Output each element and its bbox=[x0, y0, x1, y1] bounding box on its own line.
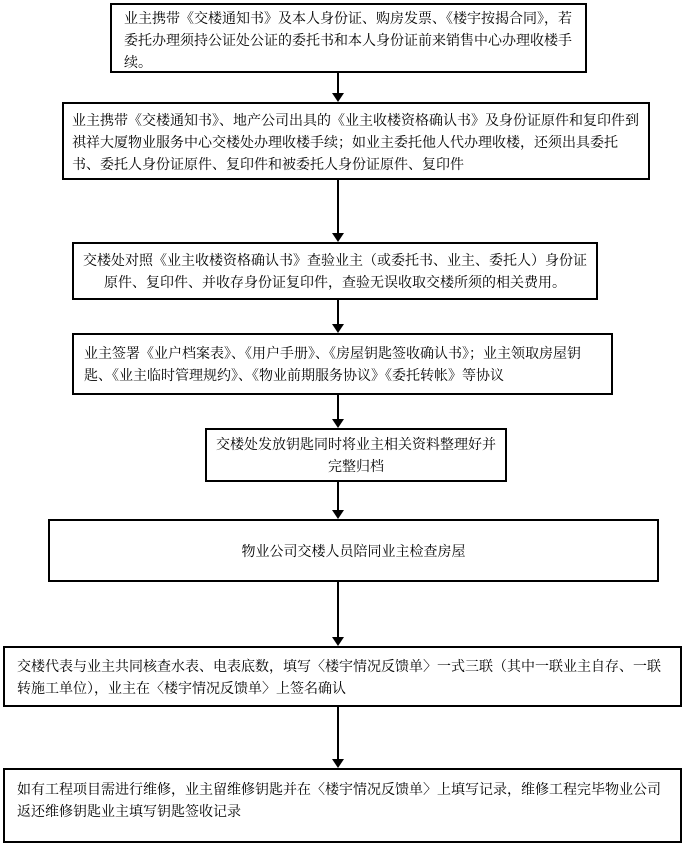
arrow-head-icon bbox=[332, 759, 344, 768]
arrow-line bbox=[337, 582, 339, 639]
flow-step-6: 物业公司交楼人员陪同业主检查房屋 bbox=[48, 519, 659, 582]
arrow-line bbox=[337, 300, 339, 326]
arrow-head-icon bbox=[332, 233, 344, 242]
arrow-head-icon bbox=[332, 93, 344, 102]
arrow-head-icon bbox=[332, 419, 344, 428]
flow-step-3: 交楼处对照《业主收楼资格确认书》查验业主（或委托书、业主、委托人）身份证原件、复印件、并收存身份证复印件，查验无误收取交楼所须的相关费用。 bbox=[72, 242, 598, 300]
arrow-line bbox=[337, 73, 339, 95]
flow-step-2: 业主携带《交楼通知书》、地产公司出具的《业主收楼资格确认书》及身份证原件和复印件到祺祥大厦物业服务中心交楼处办理收楼手续；如业主委托他人代办理收楼，还须出具委托书、委托人身份证原件、复印件和被委托人身份证原件、复印件 bbox=[62, 102, 650, 180]
flow-step-8: 如有工程项目需进行维修，业主留维修钥匙并在〈楼宇情况反馈单〉上填写记录，维修工程完毕物业公司返还维修钥匙业主填写钥匙签收记录 bbox=[3, 768, 682, 843]
arrow-head-icon bbox=[332, 637, 344, 646]
flow-step-5: 交楼处发放钥匙同时将业主相关资料整理好并完整归档 bbox=[205, 428, 507, 482]
arrow-head-icon bbox=[332, 324, 344, 333]
arrow-line bbox=[337, 180, 339, 235]
flow-step-4: 业主签署《业户档案表》、《用户手册》、《房屋钥匙签收确认书》；业主领取房屋钥匙、《业主临时管理规约》、《物业前期服务协议》《委托转帐》等协议 bbox=[72, 333, 613, 395]
arrow-line bbox=[337, 482, 339, 512]
flow-step-7: 交楼代表与业主共同核查水表、电表底数，填写〈楼宇情况反馈单〉一式三联（其中一联业主自存、一联转施工单位），业主在〈楼宇情况反馈单〉上签名确认 bbox=[3, 646, 682, 707]
arrow-line bbox=[337, 707, 339, 761]
arrow-head-icon bbox=[332, 510, 344, 519]
arrow-line bbox=[337, 395, 339, 421]
flow-step-1: 业主携带《交楼通知书》及本人身份证、购房发票、《楼宇按揭合同》，若委托办理须持公证处公证的委托书和本人身份证前来销售中心办理收楼手续。 bbox=[110, 3, 587, 73]
